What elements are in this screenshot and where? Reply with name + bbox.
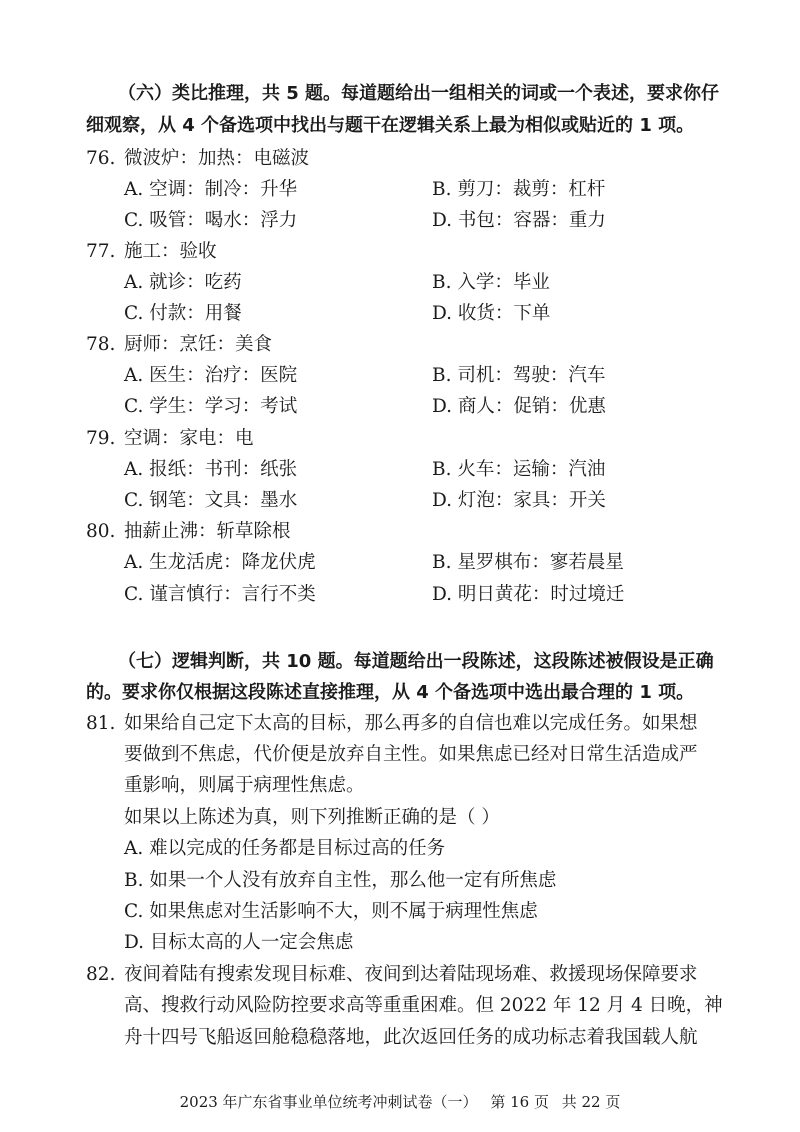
- question-77-stem: 施工：验收: [124, 241, 217, 262]
- footer-page-number: 第 16 页: [490, 1093, 549, 1111]
- question-80-option-b[interactable]: B. 星罗棋布：寥若晨星: [432, 552, 624, 573]
- question-76-option-b[interactable]: B. 剪刀：裁剪：杠杆: [432, 179, 606, 200]
- question-77-option-b[interactable]: B. 入学：毕业: [432, 272, 550, 293]
- question-81-option-a[interactable]: A. 难以完成的任务都是目标过高的任务: [124, 838, 446, 859]
- question-77-option-c[interactable]: C. 付款：用餐: [124, 303, 242, 324]
- section7-intro-line1: （七）逻辑判断，共 10 题。每道题给出一段陈述，这段陈述被假设是正确: [118, 651, 714, 672]
- section7-intro-line2: 的。要求你仅根据这段陈述直接推理，从 4 个备选项中选出最合理的 1 项。: [86, 682, 695, 703]
- question-81-option-b[interactable]: B. 如果一个人没有放弃自主性，那么他一定有所焦虑: [124, 870, 557, 891]
- question-81-number: 81.: [86, 713, 116, 734]
- question-78-option-b[interactable]: B. 司机：驾驶：汽车: [432, 365, 606, 386]
- question-80-option-a[interactable]: A. 生龙活虎：降龙伏虎: [124, 552, 316, 573]
- question-80-option-d[interactable]: D. 明日黄花：时过境迁: [432, 584, 625, 605]
- question-79-number: 79.: [86, 428, 116, 449]
- question-80-option-c[interactable]: C. 谨言慎行：言行不类: [124, 584, 316, 605]
- question-79-option-a[interactable]: A. 报纸：书刊：纸张: [124, 459, 298, 480]
- question-76-stem: 微波炉：加热：电磁波: [124, 148, 310, 169]
- question-80-number: 80.: [86, 521, 116, 542]
- question-76-number: 76.: [86, 148, 116, 169]
- footer-exam-title: 2023 年广东省事业单位统考冲刺试卷（一）: [179, 1093, 478, 1111]
- question-76-option-d[interactable]: D. 书包：容器：重力: [432, 210, 606, 231]
- question-81-stem-line2: 要做到不焦虑，代价便是放弃自主性。如果焦虑已经对日常生活造成严: [124, 744, 698, 765]
- question-78-option-d[interactable]: D. 商人：促销：优惠: [432, 396, 606, 417]
- question-79-option-b[interactable]: B. 火车：运输：汽油: [432, 459, 606, 480]
- question-78-stem: 厨师：烹饪：美食: [124, 334, 273, 355]
- question-79-stem: 空调：家电：电: [124, 428, 254, 449]
- question-81-stem-line3: 重影响，则属于病理性焦虑。: [124, 775, 365, 796]
- question-81-prompt: 如果以上陈述为真，则下列推断正确的是（ ）: [124, 807, 500, 828]
- question-76-option-c[interactable]: C. 吸管：喝水：浮力: [124, 210, 298, 231]
- question-82-stem-line1: 夜间着陆有搜索发现目标难、夜间到达着陆现场难、救援现场保障要求: [124, 964, 698, 985]
- question-82-number: 82.: [86, 964, 116, 985]
- question-78-option-c[interactable]: C. 学生：学习：考试: [124, 396, 298, 417]
- question-76-option-a[interactable]: A. 空调：制冷：升华: [124, 179, 298, 200]
- question-80-stem: 抽薪止沸：斩草除根: [124, 521, 291, 542]
- question-78-option-a[interactable]: A. 医生：治疗：医院: [124, 365, 298, 386]
- question-79-option-c[interactable]: C. 钢笔：文具：墨水: [124, 490, 298, 511]
- question-77-option-d[interactable]: D. 收货：下单: [432, 303, 551, 324]
- question-81-stem-line1: 如果给自己定下太高的目标，那么再多的自信也难以完成任务。如果想: [124, 713, 698, 734]
- question-81-option-c[interactable]: C. 如果焦虑对生活影响不大，则不属于病理性焦虑: [124, 901, 538, 922]
- question-81-option-d[interactable]: D. 目标太高的人一定会焦虑: [124, 932, 354, 953]
- question-78-number: 78.: [86, 334, 116, 355]
- question-77-number: 77.: [86, 241, 116, 262]
- question-82-stem-line3: 舟十四号飞船返回舱稳稳落地，此次返回任务的成功标志着我国载人航: [124, 1027, 698, 1048]
- question-79-option-d[interactable]: D. 灯泡：家具：开关: [432, 490, 606, 511]
- section6-intro-line1: （六）类比推理，共 5 题。每道题给出一组相关的词或一个表述，要求你仔: [118, 83, 720, 104]
- section6-intro-line2: 细观察，从 4 个备选项中找出与题干在逻辑关系上最为相似或贴近的 1 项。: [86, 115, 695, 136]
- footer-total-pages: 共 22 页: [561, 1093, 621, 1111]
- page-footer: [0, 1092, 800, 1112]
- question-82-stem-line2: 高、搜救行动风险防控要求高等重重困难。但 2022 年 12 月 4 日晚，神: [124, 995, 723, 1016]
- question-77-option-a[interactable]: A. 就诊：吃药: [124, 272, 242, 293]
